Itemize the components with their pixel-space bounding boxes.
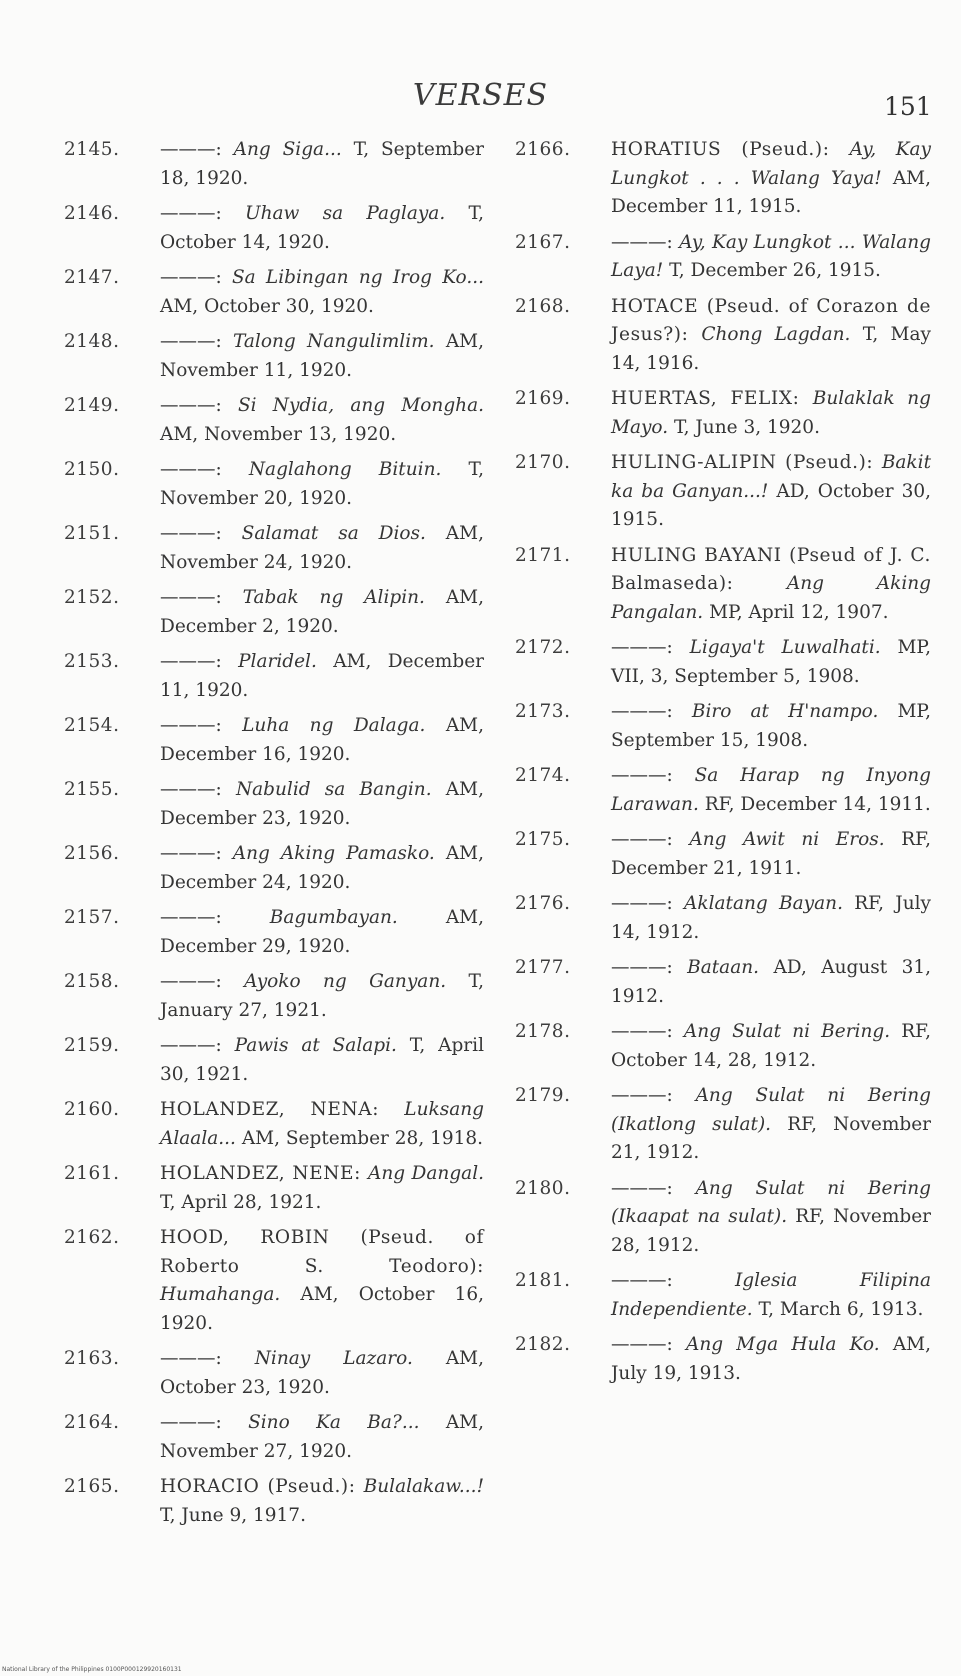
- bibliography-entry: [64, 1473, 484, 1530]
- entry-number: 2177.: [515, 957, 571, 978]
- entry-source: T, June 3, 1920.: [674, 416, 820, 438]
- entry-source: AM, October 30, 1920.: [160, 295, 374, 317]
- entry-author-dash: ———:: [160, 971, 245, 992]
- entry-text: [611, 296, 931, 374]
- entry-title: Bulalakaw...!: [363, 1476, 484, 1497]
- bibliography-entry: [64, 392, 484, 449]
- entry-text: [611, 893, 931, 943]
- entry-author-dash: ———:: [160, 395, 238, 416]
- bibliography-entry: [515, 954, 931, 1011]
- entry-number: 2174.: [515, 765, 571, 786]
- entry-source: RF, December 21, 1911.: [611, 829, 931, 879]
- entry-number: 2165.: [64, 1476, 120, 1497]
- entry-number: 2166.: [515, 139, 571, 160]
- entry-number: 2162.: [64, 1227, 120, 1248]
- entry-author-dash: ———:: [160, 907, 270, 928]
- entry-author-dash: ———:: [611, 637, 690, 658]
- bibliography-entry: [64, 456, 484, 513]
- bibliography-entry: [64, 136, 484, 193]
- entry-source: T, May 14, 1916.: [611, 324, 931, 374]
- entry-source: AM, November 13, 1920.: [160, 423, 397, 445]
- entry-title: Ang Mga Hula Ko.: [685, 1334, 893, 1355]
- entry-number: 2175.: [515, 829, 571, 850]
- entry-source: T, November 20, 1920.: [160, 459, 484, 509]
- bibliography-entry: [515, 385, 931, 442]
- entry-title: Ang Aking Pamasko.: [232, 843, 446, 864]
- bibliography-entry: [64, 520, 484, 577]
- bibliography-entry: [515, 1267, 931, 1324]
- entry-number: 2154.: [64, 715, 120, 736]
- entry-text: [160, 843, 484, 893]
- entry-number: 2145.: [64, 139, 120, 160]
- entry-author: HOOD, ROBIN (Pseud. of Roberto S. Teodoro):: [160, 1227, 484, 1277]
- left-column: [64, 136, 484, 1537]
- entry-source: AM, December 16, 1920.: [160, 715, 484, 765]
- entry-source: T, December 26, 1915.: [669, 260, 881, 281]
- entry-source: AM, December 24, 1920.: [160, 843, 484, 893]
- entry-number: 2170.: [515, 452, 571, 473]
- entry-title: Aklatang Bayan.: [684, 893, 855, 914]
- entry-title: Ang Sulat ni Bering.: [683, 1021, 902, 1042]
- entry-number: 2173.: [515, 701, 571, 722]
- bibliography-entry: [64, 200, 484, 257]
- entry-text: [160, 1099, 484, 1149]
- entry-text: [611, 139, 931, 217]
- entry-author-dash: ———:: [611, 957, 688, 978]
- entry-source: T, April 30, 1921.: [160, 1035, 484, 1085]
- entry-number: 2169.: [515, 388, 571, 409]
- entry-text: [160, 331, 484, 381]
- bibliography-entry: [64, 712, 484, 769]
- entry-author-dash: ———:: [160, 203, 245, 224]
- entry-author: HOLANDEZ, NENA:: [160, 1099, 405, 1120]
- entry-title: Bagumbayan.: [269, 907, 446, 928]
- bibliography-entry: [515, 449, 931, 535]
- entry-number: 2182.: [515, 1334, 571, 1355]
- entry-title: Ang Sulat ni Bering (Ikatlong sulat).: [611, 1085, 931, 1135]
- bibliography-entry: [64, 1224, 484, 1338]
- entry-number: 2155.: [64, 779, 120, 800]
- entry-author-dash: ———:: [160, 139, 234, 160]
- entry-title: Humahanga.: [160, 1284, 301, 1305]
- entry-text: [611, 1021, 931, 1071]
- entry-title: Luha ng Dalaga.: [242, 715, 446, 736]
- entry-author-dash: ———:: [160, 1035, 235, 1056]
- entry-title: Ay, Kay Lungkot . . . Walang Yaya!: [611, 139, 931, 189]
- entry-text: [160, 587, 484, 637]
- entry-source: AM, July 19, 1913.: [611, 1334, 931, 1384]
- entry-number: 2171.: [515, 544, 571, 566]
- entry-author-dash: ———:: [160, 587, 243, 608]
- entry-text: [611, 1270, 931, 1320]
- entry-source: T, March 6, 1913.: [758, 1298, 924, 1320]
- entry-number: 2156.: [64, 843, 120, 864]
- entry-title: Biro at H'nampo.: [691, 701, 898, 722]
- entry-text: [160, 203, 484, 253]
- entry-text: [611, 452, 931, 530]
- bibliography-entry: [64, 1096, 484, 1153]
- entry-author-dash: ———:: [611, 765, 695, 786]
- bibliography-entry: [64, 968, 484, 1025]
- entry-title: Ninay Lazaro.: [254, 1348, 446, 1369]
- entry-title: Ang Dangal.: [367, 1163, 484, 1184]
- entry-text: [160, 395, 484, 445]
- entry-source: T, June 9, 1917.: [160, 1504, 306, 1526]
- entry-text: [611, 765, 931, 815]
- entry-author: HORACIO (Pseud.):: [160, 1476, 364, 1497]
- entry-text: [160, 1412, 484, 1462]
- bibliography-entry: [64, 904, 484, 961]
- entry-title: Sino Ka Ba?...: [248, 1412, 446, 1433]
- entry-source: AD, August 31, 1912.: [611, 957, 932, 1007]
- entry-number: 2167.: [515, 231, 571, 253]
- entry-author-dash: ———:: [611, 829, 690, 850]
- bibliography-entry: [515, 1331, 931, 1388]
- entry-author: HORATIUS (Pseud.):: [611, 139, 850, 160]
- bibliography-entry: [515, 1018, 931, 1075]
- entry-number: 2152.: [64, 587, 120, 608]
- entry-source: RF, December 14, 1911.: [704, 793, 931, 815]
- entry-source: AM, December 2, 1920.: [160, 587, 484, 637]
- entry-title: Sa Harap ng Inyong Larawan.: [611, 765, 931, 815]
- entry-author-dash: ———:: [160, 1412, 249, 1433]
- bibliography-entry: [64, 648, 484, 705]
- bibliography-entry: [515, 890, 931, 947]
- entry-title: Nabulid sa Bangin.: [235, 779, 446, 800]
- entry-number: 2159.: [64, 1035, 120, 1056]
- bibliography-entry: [64, 1345, 484, 1402]
- entry-title: Luksang Alaala...: [160, 1099, 484, 1149]
- bibliography-entry: [64, 1409, 484, 1466]
- bibliography-entry: [515, 1082, 931, 1168]
- entry-source: AM, November 24, 1920.: [160, 523, 484, 573]
- bibliography-entry: [64, 584, 484, 641]
- entry-source: T, January 27, 1921.: [160, 971, 484, 1021]
- entry-author-dash: ———:: [611, 893, 685, 914]
- entry-text: [160, 907, 484, 957]
- entry-text: [611, 957, 931, 1007]
- entry-number: 2160.: [64, 1099, 120, 1120]
- entry-source: RF, October 14, 28, 1912.: [611, 1021, 931, 1071]
- entry-number: 2149.: [64, 395, 120, 416]
- entry-text: [160, 779, 484, 829]
- entry-text: [160, 1163, 484, 1213]
- entry-source: AD, October 30, 1915.: [611, 480, 931, 530]
- entry-title: Uhaw sa Paglaya.: [245, 203, 469, 224]
- entry-title: Pawis at Salapi.: [234, 1035, 410, 1056]
- bibliography-entry: [64, 1160, 484, 1217]
- entry-title: Naglahong Bituin.: [248, 459, 469, 480]
- entry-number: 2148.: [64, 331, 120, 352]
- entry-author-dash: ———:: [160, 715, 243, 736]
- bibliography-entry: [515, 293, 931, 379]
- entry-title: Bataan.: [687, 957, 774, 978]
- entry-author-dash: ———:: [611, 701, 692, 722]
- bibliography-entry: [64, 264, 484, 321]
- entry-title: Ang Awit ni Eros.: [689, 829, 902, 850]
- entry-number: 2146.: [64, 203, 120, 224]
- entry-text: [611, 1334, 931, 1384]
- entry-title: Salamat sa Dios.: [241, 523, 446, 544]
- entry-source: AM, December 11, 1920.: [160, 651, 484, 701]
- entry-title: Ay, Kay Lungkot ... Walang Laya!: [611, 231, 931, 281]
- entry-source: AM, December 29, 1920.: [160, 907, 484, 957]
- entry-number: 2151.: [64, 523, 120, 544]
- entry-author-dash: ———:: [160, 1348, 255, 1369]
- entry-source: AM, October 23, 1920.: [160, 1348, 484, 1398]
- entry-title: Talong Nangulimlim.: [233, 331, 446, 352]
- entry-text: [160, 971, 484, 1021]
- entry-title: Plaridel.: [238, 651, 334, 672]
- entry-number: 2168.: [515, 295, 571, 317]
- entry-number: 2164.: [64, 1412, 120, 1433]
- entry-author-dash: ———:: [611, 1177, 696, 1199]
- entry-text: [611, 232, 931, 282]
- entry-text: [160, 139, 484, 189]
- entry-source: T, September 18, 1920.: [160, 139, 485, 189]
- entry-author-dash: ———:: [611, 1270, 735, 1291]
- entry-number: 2147.: [64, 267, 120, 288]
- entry-author: HULING BAYANI (Pseud of J. C. Balmaseda):: [611, 544, 931, 594]
- entry-text: [611, 388, 931, 438]
- entry-text: [160, 1035, 484, 1085]
- entry-source: RF, November 28, 1912.: [611, 1206, 931, 1256]
- entry-source: AM, December 11, 1915.: [611, 167, 931, 217]
- entry-number: 2150.: [64, 459, 120, 480]
- bibliography-entry: [64, 328, 484, 385]
- entry-title: Ligaya't Luwalhati.: [689, 637, 898, 658]
- entry-text: [160, 1348, 484, 1398]
- entry-author-dash: ———:: [160, 651, 239, 672]
- entry-number: 2161.: [64, 1163, 120, 1184]
- entry-author: HULING-ALIPIN (Pseud.):: [611, 452, 882, 473]
- entry-title: Tabak ng Alipin.: [242, 587, 446, 608]
- entry-text: [160, 1476, 484, 1526]
- entry-text: [611, 545, 931, 623]
- entry-text: [611, 829, 931, 879]
- entry-title: Ayoko ng Ganyan.: [244, 971, 469, 992]
- entry-author-dash: ———:: [611, 231, 680, 253]
- entry-author-dash: ———:: [160, 779, 236, 800]
- entry-text: [160, 651, 484, 701]
- entry-title: Bakit ka ba Ganyan...!: [611, 452, 931, 502]
- entry-source: RF, November 21, 1912.: [611, 1113, 931, 1163]
- entry-number: 2153.: [64, 651, 120, 672]
- entry-source: AM, November 11, 1920.: [160, 331, 484, 381]
- entry-text: [611, 701, 931, 751]
- entry-number: 2157.: [64, 907, 120, 928]
- entry-author-dash: ———:: [160, 459, 249, 480]
- entry-author-dash: ———:: [160, 843, 233, 864]
- entry-source: MP, September 15, 1908.: [611, 701, 931, 751]
- entry-author-dash: ———:: [611, 1085, 696, 1106]
- running-header: VERSES: [412, 78, 549, 113]
- page-number: 151: [884, 92, 932, 121]
- entry-source: AM, October 16, 1920.: [160, 1284, 484, 1334]
- entry-source: MP, April 12, 1907.: [709, 601, 889, 623]
- entry-author-dash: ———:: [611, 1334, 686, 1355]
- entry-number: 2172.: [515, 637, 571, 658]
- entry-number: 2176.: [515, 893, 571, 914]
- entry-text: [160, 267, 484, 317]
- entry-source: MP, VII, 3, September 5, 1908.: [611, 637, 931, 687]
- entry-title: Bulaklak ng Mayo.: [611, 388, 931, 438]
- bibliography-entry: [515, 1175, 931, 1261]
- entry-text: [160, 523, 484, 573]
- entry-text: [160, 715, 484, 765]
- entry-source: AM, December 23, 1920.: [160, 779, 484, 829]
- bibliography-entry: [515, 542, 931, 628]
- entry-author-dash: ———:: [160, 331, 233, 352]
- entry-number: 2178.: [515, 1021, 571, 1042]
- entry-title: Sa Libingan ng Irog Ko...: [231, 267, 484, 288]
- entry-source: RF, July 14, 1912.: [611, 893, 931, 943]
- entry-title: Si Nydia, ang Mongha.: [237, 395, 484, 416]
- entry-author-dash: ———:: [160, 267, 232, 288]
- entry-source: AM, September 28, 1918.: [241, 1127, 484, 1149]
- entry-number: 2181.: [515, 1270, 571, 1291]
- bibliography-entry: [64, 1032, 484, 1089]
- entry-number: 2158.: [64, 971, 120, 992]
- bibliography-entry: [515, 229, 931, 286]
- entry-source: T, October 14, 1920.: [160, 203, 484, 253]
- entry-text: [611, 1178, 931, 1256]
- entry-author: HOTACE (Pseud. of Corazon de Jesus?):: [611, 295, 931, 345]
- entry-source: AM, November 27, 1920.: [160, 1412, 484, 1462]
- footer-credit: National Library of the Philippines 0100P000129920160131: [2, 1666, 182, 1673]
- bibliography-entry: [64, 776, 484, 833]
- entry-title: Ang Sulat ni Bering (Ikaapat na sulat).: [611, 1177, 931, 1227]
- entry-author-dash: ———:: [611, 1021, 684, 1042]
- entry-text: [611, 1085, 931, 1163]
- entry-title: Ang Siga...: [233, 139, 354, 160]
- bibliography-entry: [515, 762, 931, 819]
- bibliography-entry: [515, 826, 931, 883]
- bibliography-entry: [515, 634, 931, 691]
- entry-text: [160, 1227, 484, 1334]
- entry-author: HUERTAS, FELIX:: [611, 388, 813, 409]
- entry-title: Chong Lagdan.: [701, 324, 863, 345]
- entry-text: [611, 637, 931, 687]
- entry-number: 2179.: [515, 1085, 571, 1106]
- bibliography-entry: [64, 840, 484, 897]
- entry-author-dash: ———:: [160, 523, 242, 544]
- entry-title: Ang Aking Pangalan.: [611, 573, 931, 623]
- entry-author: HOLANDEZ, NENE:: [160, 1163, 368, 1184]
- entry-number: 2163.: [64, 1348, 120, 1369]
- entry-number: 2180.: [515, 1177, 571, 1199]
- bibliography-entry: [515, 136, 931, 222]
- entry-source: T, April 28, 1921.: [160, 1191, 322, 1213]
- bibliography-entry: [515, 698, 931, 755]
- entry-title: Iglesia Filipina Independiente.: [611, 1270, 931, 1320]
- right-column: [515, 136, 931, 1395]
- entry-text: [160, 459, 484, 509]
